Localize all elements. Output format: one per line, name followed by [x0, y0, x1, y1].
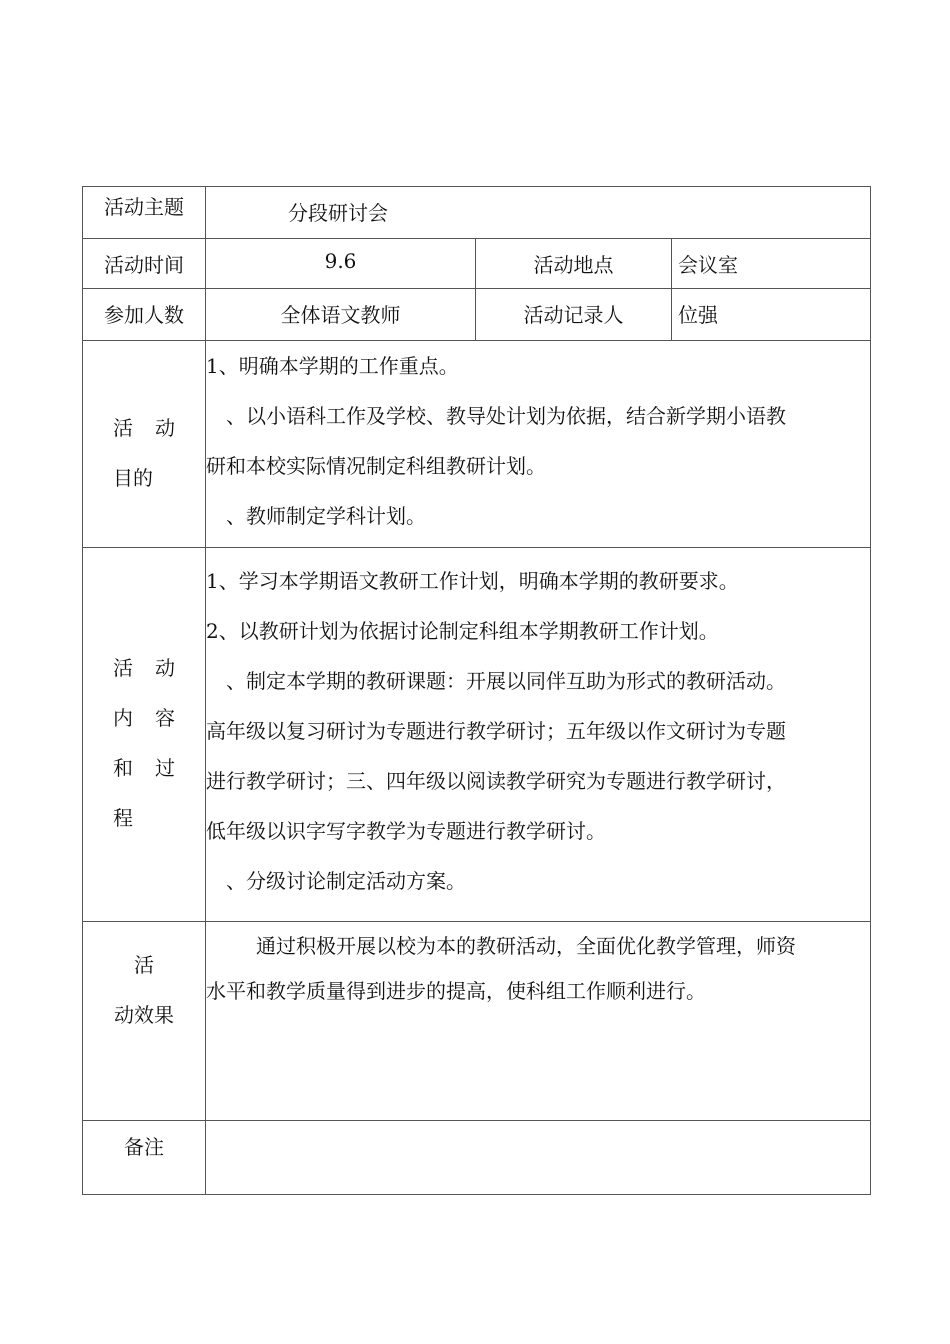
remarks-label: 备注	[124, 1135, 164, 1159]
recorder-label: 活动记录人	[523, 303, 624, 327]
time-value-cell	[206, 239, 476, 289]
purpose-item: 研和本校实际情况制定科组教研计划。	[206, 454, 546, 478]
theme-row	[83, 187, 871, 239]
purpose-label-char: 动	[155, 416, 175, 440]
content-row	[83, 548, 871, 922]
purpose-item: 、教师制定学科计划。	[226, 504, 426, 528]
content-item: 、分级讨论制定活动方案。	[226, 869, 466, 893]
content-item: 、制定本学期的教研课题：开展以同伴互助为形式的教研活动。	[226, 669, 786, 693]
content-content-cell	[206, 548, 871, 922]
effect-label-line: 动效果	[114, 1003, 174, 1027]
content-item: 高年级以复习研讨为专题进行教学研讨；五年级以作文研讨为专题	[206, 719, 786, 743]
people-row	[83, 289, 871, 341]
place-value-cell	[672, 239, 871, 289]
effect-label-cell	[83, 922, 206, 1121]
content-label-char: 程	[113, 806, 133, 830]
effect-label-line: 活	[134, 953, 154, 977]
content-item: 1、学习本学期语文教研工作计划，明确本学期的教研要求。	[206, 569, 739, 593]
remarks-value-cell	[206, 1121, 871, 1195]
people-value-cell	[206, 289, 476, 341]
activity-record-table	[82, 186, 871, 1195]
recorder-label-cell	[476, 289, 672, 341]
time-value: 9.6	[324, 249, 357, 273]
remarks-label-cell	[83, 1121, 206, 1195]
remarks-row	[83, 1121, 871, 1195]
time-label: 活动时间	[104, 253, 184, 277]
content-label	[83, 548, 205, 843]
effect-content-cell	[206, 922, 871, 1121]
content-item: 进行教学研讨；三、四年级以阅读教学研究为专题进行教学研讨，	[206, 769, 786, 793]
purpose-label-cell	[83, 341, 206, 548]
content-label-char: 动	[155, 656, 175, 680]
purpose-content-cell	[206, 341, 871, 548]
purpose-label-char: 目的	[113, 466, 153, 490]
place-value: 会议室	[678, 253, 738, 277]
purpose-label	[83, 341, 205, 503]
purpose-item: 1、明确本学期的工作重点。	[206, 354, 459, 378]
content-label-char: 容	[155, 706, 175, 730]
effect-label	[83, 922, 205, 1040]
theme-label: 活动主题	[104, 195, 184, 219]
people-label-cell	[83, 289, 206, 341]
content-label-cell	[83, 548, 206, 922]
theme-value-cell	[206, 187, 871, 239]
purpose-item: 、以小语科工作及学校、教导处计划为依据，结合新学期小语教	[226, 404, 786, 428]
recorder-value-cell	[672, 289, 871, 341]
time-label-cell	[83, 239, 206, 289]
theme-value: 分段研讨会	[288, 201, 388, 225]
time-row	[83, 239, 871, 289]
recorder-value: 位强	[678, 303, 718, 327]
content-label-char: 内	[113, 706, 133, 730]
theme-label-cell	[83, 187, 206, 239]
content-label-char: 过	[155, 756, 175, 780]
place-label-cell	[476, 239, 672, 289]
people-label: 参加人数	[104, 303, 184, 327]
effect-text: 水平和教学质量得到进步的提高，使科组工作顺利进行。	[206, 979, 706, 1003]
effect-text: 通过积极开展以校为本的教研活动，全面优化教学管理，师资	[256, 934, 796, 958]
effect-row	[83, 922, 871, 1121]
content-item: 低年级以识字写字教学为专题进行教学研讨。	[206, 819, 606, 843]
purpose-row	[83, 341, 871, 548]
purpose-label-char: 活	[113, 416, 133, 440]
place-label: 活动地点	[533, 253, 614, 277]
content-label-char: 和	[113, 756, 133, 780]
content-label-char: 活	[113, 656, 133, 680]
content-item: 2、以教研计划为依据讨论制定科组本学期教研工作计划。	[206, 619, 719, 643]
people-value: 全体语文教师	[280, 303, 401, 327]
